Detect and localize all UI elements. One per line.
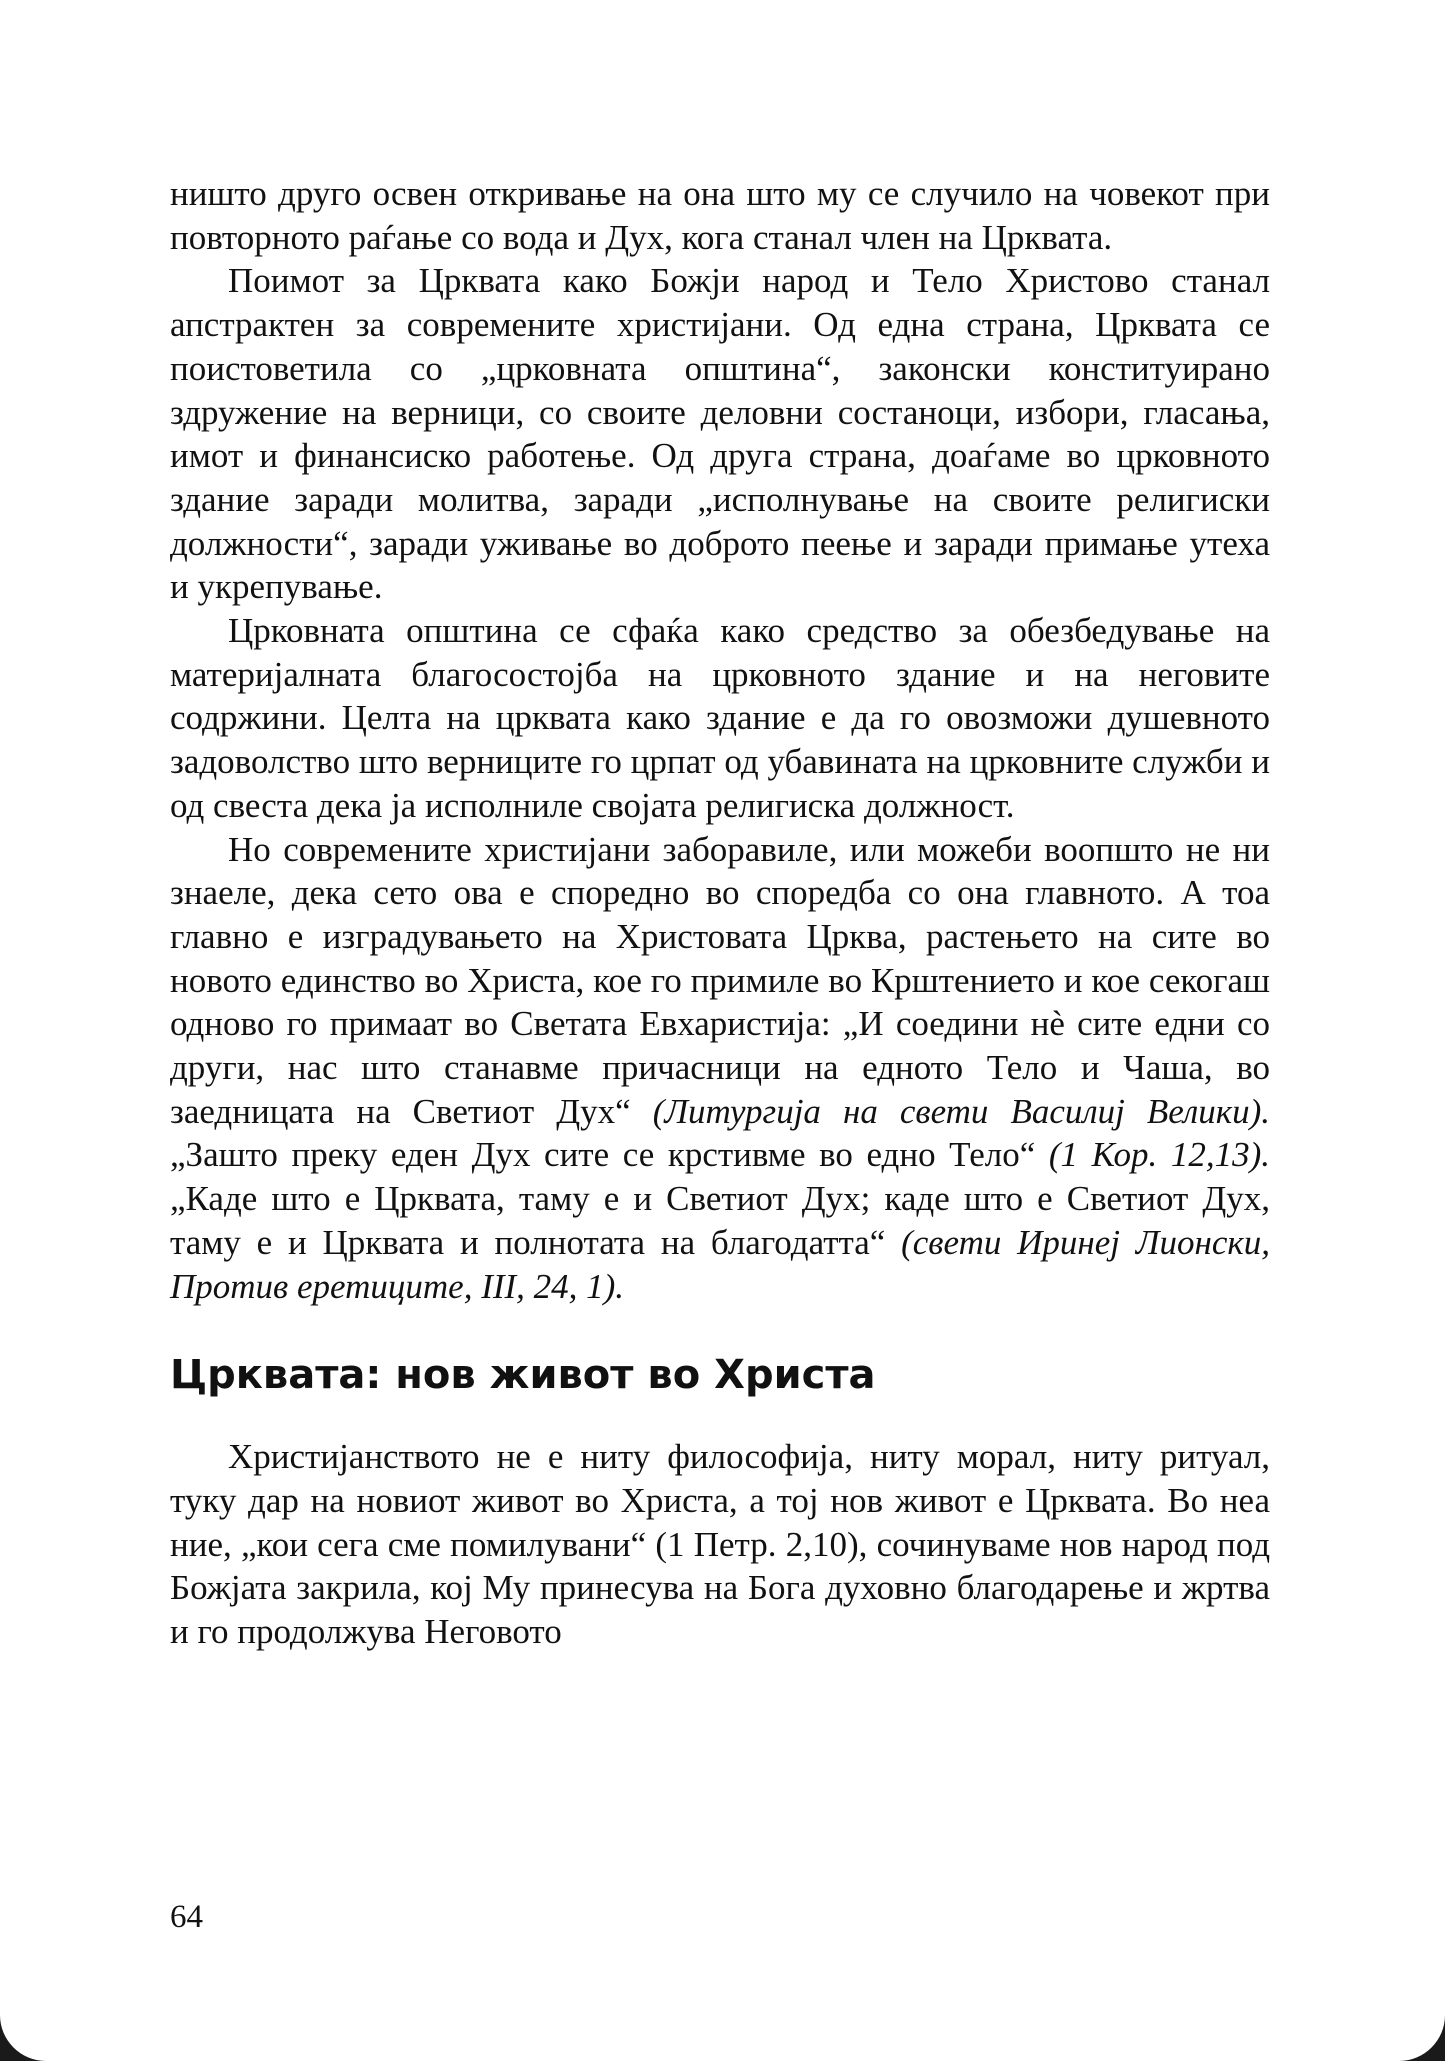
paragraph-modern-christians xyxy=(170,828,1270,1309)
paragraph-continuation: ништо друго освен откривање на она што му се случило на човекот при повторното раѓање со вода и Дух, кога станал член на Црквата. xyxy=(170,174,1270,257)
paragraph-text: Но современите христијани заборавиле, или можеби воопшто не ни знаеле, дека сето ова е споредно во споредба со она главното. А тоа главно е изградувањето на Христовата Црква, растењето на сите во новото единство во Христа, кое го примиле во Крштението и кое секогаш одново го примаат во Светата Евхаристија: „И соедини нѐ сите едни со други, нас што станавме причасници на едното Тело и Чаша, во заедницата на Светиот Дух“ xyxy=(170,829,1270,1131)
paragraph-church-community: Црковната општина се сфаќа како средство за обезбедување на материјалната благосостојба на црковното здание и на неговите содржини. Целта на црквата како здание е да го овозможи душевното задоволство што верниците го црпат од убавината на црковните служби и од свеста дека ја исполниле својата религиска должност. xyxy=(170,611,1270,825)
page-number: 64 xyxy=(170,1899,203,1935)
paragraph-text: „Каде што е Црквата, таму е и Светиот Дух; каде што е Светиот Дух, таму е и Црквата и полнотата на благодатта“ xyxy=(170,1179,1270,1262)
paragraph-church-concept: Поимот за Црквата како Божји народ и Тело Христово станал апстрактен за современите христијани. Од една страна, Црквата се поистоветила со „црковната општина“, законски конституирано здружение на верници, со своите деловни состаноци, избори, гласања, имот и финансиско работење. Од друга страна, доаѓаме во црковното здание заради молитва, заради „исполнување на своите религиски должности“, заради уживање во доброто пеење и заради примање утеха и укрепување. xyxy=(170,261,1270,607)
section-heading: Црквата: нов живот во Христа xyxy=(170,1352,876,1399)
page-content xyxy=(170,172,1270,1654)
citation-corinthians: (1 Кор. 12,13). xyxy=(1048,1135,1270,1175)
citation-irenaeus: (свети Иринеј Лионски, Против еретиците, III, 24, 1). xyxy=(170,1222,1271,1306)
paragraph-text: „Зашто преку еден Дух сите се крстивме во едно Тело“ xyxy=(170,1135,1049,1175)
citation-liturgy: (Литургија на свети Василиј Велики). xyxy=(652,1091,1270,1131)
paragraph-christianity: Христијанството не е ниту философија, ниту морал, ниту ритуал, туку дар на новиот живот во Христа, а тој нов живот е Црквата. Во неа ние, „кои сега сме помилувани“ (1 Петр. 2,10), сочинуваме нов народ под Божјата закрила, кој Му принесува на Бога духовно благодарење и жртва и го продолжува Неговото xyxy=(170,1437,1270,1652)
